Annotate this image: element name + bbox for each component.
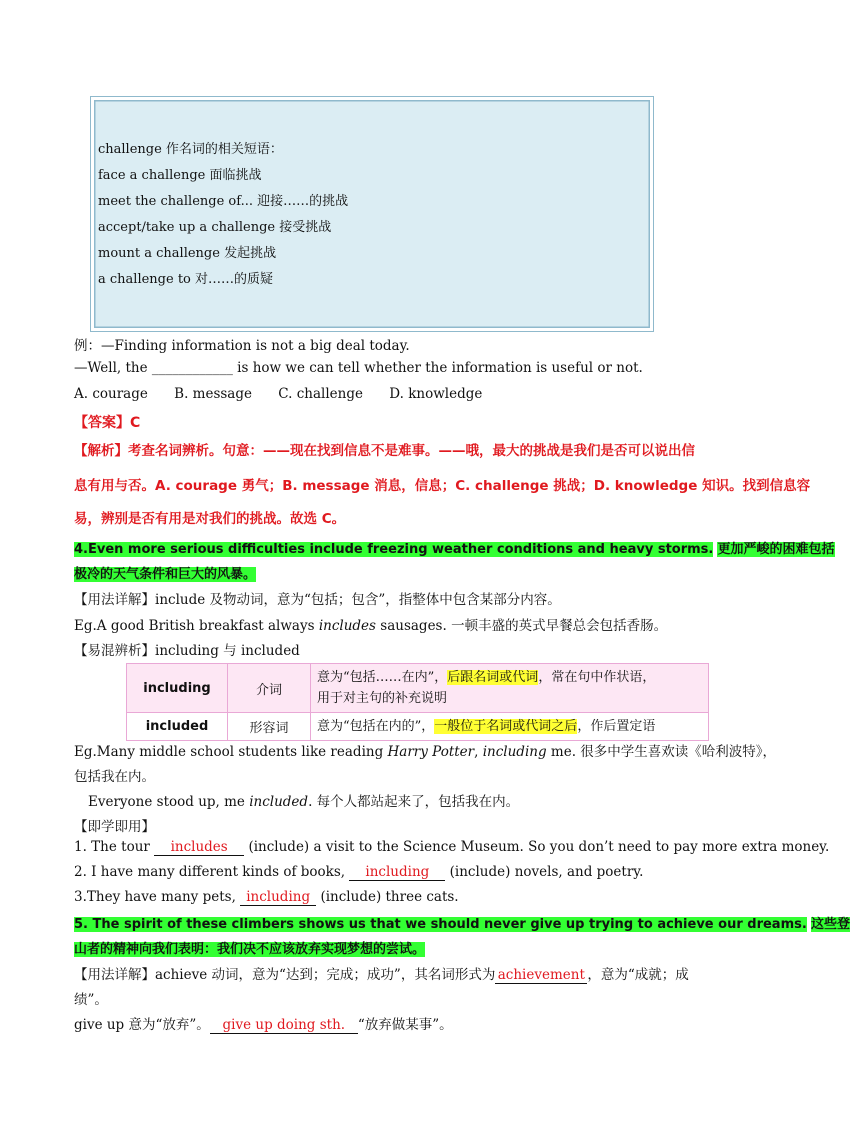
table-row: [127, 713, 709, 741]
item4-example: Eg.A good British breakfast always includes sausages. 一顿丰盛的英式早餐总会包括香肠。: [74, 618, 668, 634]
phrase-box-heading: challenge 作名词的相关短语：: [98, 142, 283, 157]
item4-example3: Everyone stood up, me included. 每个人都站起来了，包括我在内。: [88, 794, 520, 810]
phrase-item: a challenge to 对……的质疑: [98, 272, 273, 287]
table-cell-word: included: [127, 713, 228, 741]
item5-usage: 【用法详解】achieve 动词，意为“达到；完成；成功”，其名词形式为 achievement ，意为“成就；成: [74, 967, 689, 983]
analysis-line: 【解析】考查名词辨析。句意：——现在找到信息不是难事。——哦，最大的挑战是我们是否可以说出信: [74, 443, 695, 459]
phrase-item: face a challenge 面临挑战: [98, 168, 262, 183]
item4-title-cont: 极冷的天气条件和巨大的风暴。: [74, 567, 257, 582]
item4-title: 4.Even more serious difficulties include freezing weather conditions and heavy storms. 更加严峻的困难包括: [74, 542, 835, 557]
table-cell-desc: 意为“包括在内的”，一般位于名词或代词之后，作后置定语: [311, 713, 709, 741]
option-b: B. message: [174, 386, 252, 402]
option-a: A. courage: [74, 386, 148, 402]
exercise-answer: including: [349, 864, 445, 881]
phrase-item: meet the challenge of... 迎接……的挑战: [98, 194, 349, 209]
table-cell-pos: 形容词: [228, 713, 311, 741]
exercise-3: 3.They have many pets, including (include) three cats.: [74, 889, 459, 905]
item5-title-cont: 山者的精神向我们表明：我们决不应该放弃实现梦想的尝试。: [74, 942, 426, 957]
item4-example2: Eg.Many middle school students like reading Harry Potter, including me. 很多中学生喜欢读《哈利波特》，: [74, 744, 777, 760]
example-line2: —Well, the ____________ is how we can tell whether the information is useful or not.: [74, 360, 643, 376]
exercise-answer: including: [240, 889, 316, 906]
answer: 【答案】C: [74, 415, 141, 431]
item4-example2-cont: 包括我在内。: [74, 769, 155, 785]
item5-usage-cont: 绩”。: [74, 992, 108, 1008]
example-line1: 例：—Finding information is not a big deal today.: [74, 338, 410, 354]
item4-usage: 【用法详解】include 及物动词，意为“包括；包含”，指整体中包含某部分内容。: [74, 592, 561, 608]
comparison-table: [126, 663, 709, 741]
option-d: D. knowledge: [389, 386, 483, 402]
exercise-1: 1. The tour includes (include) a visit to the Science Museum. So you don’t need to pay more extra money.: [74, 839, 830, 855]
practice-heading: 【即学即用】: [74, 819, 155, 835]
exercise-2: 2. I have many different kinds of books, including (include) novels, and poetry.: [74, 864, 644, 880]
example-options: [74, 386, 482, 402]
table-row: [127, 664, 709, 713]
table-cell-word: including: [127, 664, 228, 713]
table-cell-desc: 意为“包括……在内”，后跟名词或代词，常在句中作状语， 用于对主句的补充说明: [311, 664, 709, 713]
item5-giveup-answer: give up doing sth.: [210, 1017, 358, 1034]
option-c: C. challenge: [278, 386, 363, 402]
phrase-item: mount a challenge 发起挑战: [98, 246, 277, 261]
phrase-box: [90, 96, 654, 332]
item5-title: 5. The spirit of these climbers shows us that we should never give up trying to achieve our dreams. 这些登: [74, 917, 850, 932]
phrase-item: accept/take up a challenge 接受挑战: [98, 220, 332, 235]
item4-confusion: 【易混辨析】including 与 included: [74, 643, 300, 659]
exercise-answer: includes: [154, 839, 244, 856]
item5-answer: achievement: [495, 967, 587, 984]
analysis-line: 息有用与否。A. courage 勇气；B. message 消息，信息；C. challenge 挑战；D. knowledge 知识。找到信息容: [74, 478, 811, 494]
table-cell-pos: 介词: [228, 664, 311, 713]
analysis-line: 易，辨别是否有用是对我们的挑战。故选 C。: [74, 511, 346, 527]
item5-giveup: give up 意为“放弃”。 give up doing sth. “放弃做某事”。: [74, 1017, 453, 1033]
